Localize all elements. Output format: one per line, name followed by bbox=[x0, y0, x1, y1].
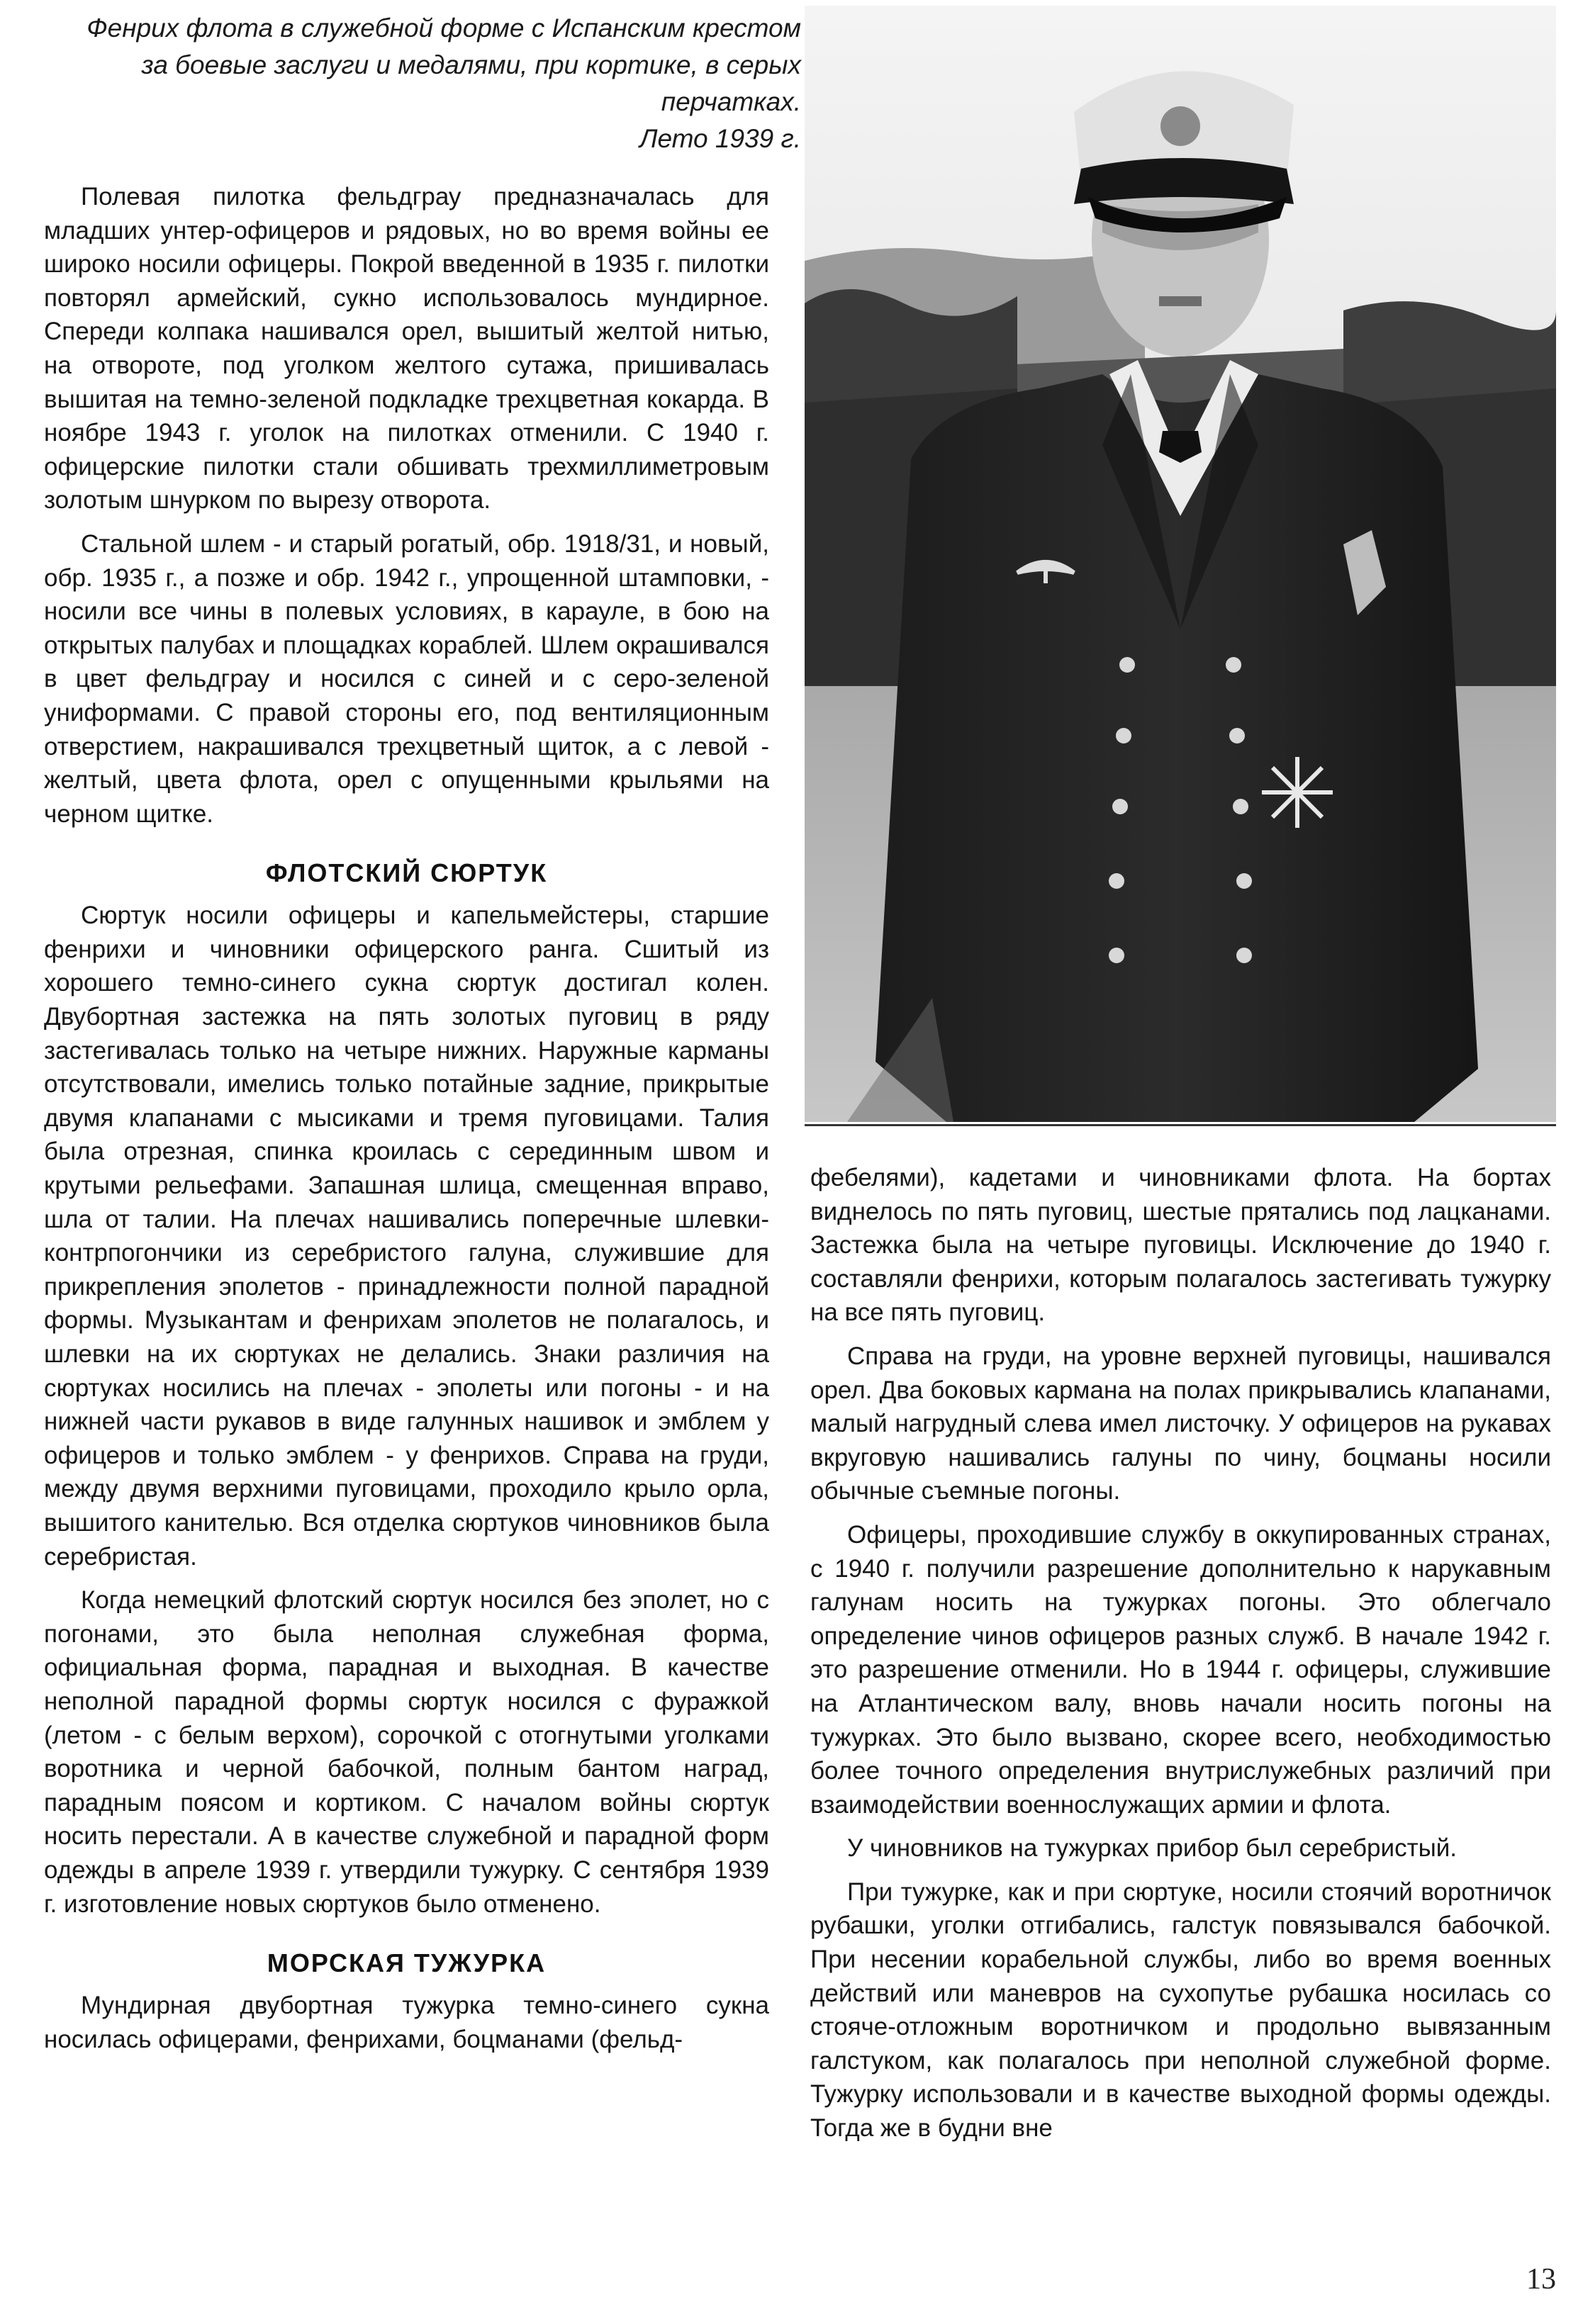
paragraph-field-cap: Полевая пилотка фельдграу предназначалась для младших унтер-офицеров и рядовых, но во время войны ее широко носили офицеры. Покрой введенной в 1935 г. пилотки повторял армейский, сукно использовалось мундирное. Спереди колпака нашивался орел, вышитый желтой нитью, на отвороте, под уголком желтого сутажа, пришивалась вышитая на темно-зеленой подкладке трехцветная кокарда. В ноябре 1943 г. уголок на пилотках отменили. С 1940 г. офицерские пилотки стали обшивать трехмиллиметровым золотым шнурком по вырезу отворота. bbox=[44, 183, 769, 515]
page-number: 13 bbox=[1526, 2263, 1556, 2296]
paragraph-naval-jacket-continued: фебелями), кадетами и чиновниками флота. На бортах виднелось по пять пуговиц, шестые прятались под лацканами. Застежка была на четыре пуговицы. Исключение до 1940 г. составляли фенрихи, которым полагалось застегивать тужурку на все пять пуговиц. bbox=[810, 1164, 1551, 1327]
paragraph-eagle-pockets: Справа на груди, на уровне верхней пуговицы, нашивался орел. Два боковых кармана на полах прикрывались клапанами, малый нагрудный слева имел листочку. У офицеров на рукавах вкруговую нашивались галуны по чину, боцманы носили обычные съемные погоны. bbox=[810, 1342, 1551, 1505]
section-heading-frock-coat: ФЛОТСКИЙ СЮРТУК bbox=[265, 858, 548, 888]
section-heading-naval-jacket: МОРСКАЯ ТУЖУРКА bbox=[267, 1948, 547, 1978]
officer-photo bbox=[805, 6, 1556, 1126]
paragraph-officials-fittings: У чиновников на тужурках прибор был серебристый. bbox=[847, 1834, 1458, 1863]
caption-line: Лето 1939 г. bbox=[639, 124, 801, 153]
paragraph-steel-helmet: Стальной шлем - и старый рогатый, обр. 1918/31, и новый, обр. 1935 г., а позже и обр. 1942 г., упрощенной штамповки, - носили все чины в полевых условиях, в карауле, в бою на открытых палубах и площадках кораблей. Шлем окрашивался в цвет фельдграу и носился с синей и с серо-зеленой униформами. С правой стороны его, под вентиляционным отверстием, накрашивался трехцветный щиток, а с левой - желтый, цвета флота, орел с опущенными крыльями на черном щитке. bbox=[44, 529, 769, 828]
paragraph-naval-jacket-start: Мундирная двубортная тужурка темно-синего сукна носилась офицерами, фенрихами, боцманами (фельд- bbox=[44, 1992, 769, 2053]
left-column bbox=[44, 180, 769, 2066]
caption-line: перчатках. bbox=[661, 87, 801, 116]
caption-line: Фенрих флота в служебной форме с Испанским крестом bbox=[86, 13, 801, 43]
paragraph-frock-coat-description: Сюртук носили офицеры и капельмейстеры, старшие фенрихи и чиновники офицерского ранга. Сшитый из хорошего темно-синего сукна сюртук достигал колен. Двубортная застежка на пять золотых пуговиц в ряду застегивалась только на четыре нижних. Наружные карманы отсутствовали, имелись только потайные задние, прикрытые двумя клапанами с мысиками и тремя пуговицами. Талия была отрезная, спинка кроилась с серединным швом и крутыми рельефами. Запашная шлица, смещенная вправо, шла от талии. На плечах нашивались поперечные шлевки-контрпогончики из серебристого галуна, служившие для прикрепления эполетов - принадлежности полной парадной формы. Музыкантам и фенрихам эполетов не полагалось, и шлевки на их сюртуках не делались. Знаки различия на сюртуках носились на плечах - эполеты или погоны - и на нижней части рукавов в виде галунных нашивок и эмблем у офицеров и только эмблем - у фенрихов. Справа на груди, между двумя верхними пуговицами, проходило крыло орла, вышитого канителью. Вся отделка сюртуков чиновников была серебристая. bbox=[44, 902, 769, 1571]
officer-photo-image bbox=[805, 6, 1556, 1122]
paragraph-frock-coat-usage: Когда немецкий флотский сюртук носился без эполет, но с погонами, это была неполная служебная форма, официальная форма, парадная и выходная. В качестве неполной парадной формы сюртук носился с фуражкой (летом - с белым верхом), сорочкой с отогнутыми уголками воротника и черной бабочкой, полным бантом наград, парадным поясом и кортиком. С началом войны сюртук носить перестали. А в качестве служебной и парадной форм одежды в апреле 1939 г. утвердили тужурку. С сентября 1939 г. изготовление новых сюртуков было отменено. bbox=[44, 1586, 769, 1918]
paragraph-shirt-collar: При тужурке, как и при сюртуке, носили стоячий воротничок рубашки, уголки отгибались, галстук повязывался бабочкой. При несении корабельной службы, либо во время военных действий или маневров на сухопутье рубашка носилась со стояче-отложным воротничком и продольно вывязанным галстуком, как полагалось при неполной служебной форме. Тужурку использовали и в качестве выходной формы одежды. Тогда же в будни вне bbox=[810, 1877, 1551, 2143]
paragraph-occupied-countries: Офицеры, проходившие службу в оккупированных странах, с 1940 г. получили разрешение дополнительно к нарукавным галунам носить на тужурках погоны. Это облегчало определение чинов офицеров разных служб. В начале 1942 г. это разрешение отменили. Но в 1944 г. офицеры, служившие на Атлантическом валу, вновь начали носить погоны на тужурках. Это было вызвано, скорее всего, необходимостью более точного определения внутрислужебных различий при взаимодействии военнослужащих армии и флота. bbox=[810, 1520, 1551, 1819]
photo-caption bbox=[28, 10, 801, 157]
caption-line: за боевые заслуги и медалями, при кортике, в серых bbox=[141, 50, 801, 79]
right-column bbox=[810, 1161, 1551, 2155]
